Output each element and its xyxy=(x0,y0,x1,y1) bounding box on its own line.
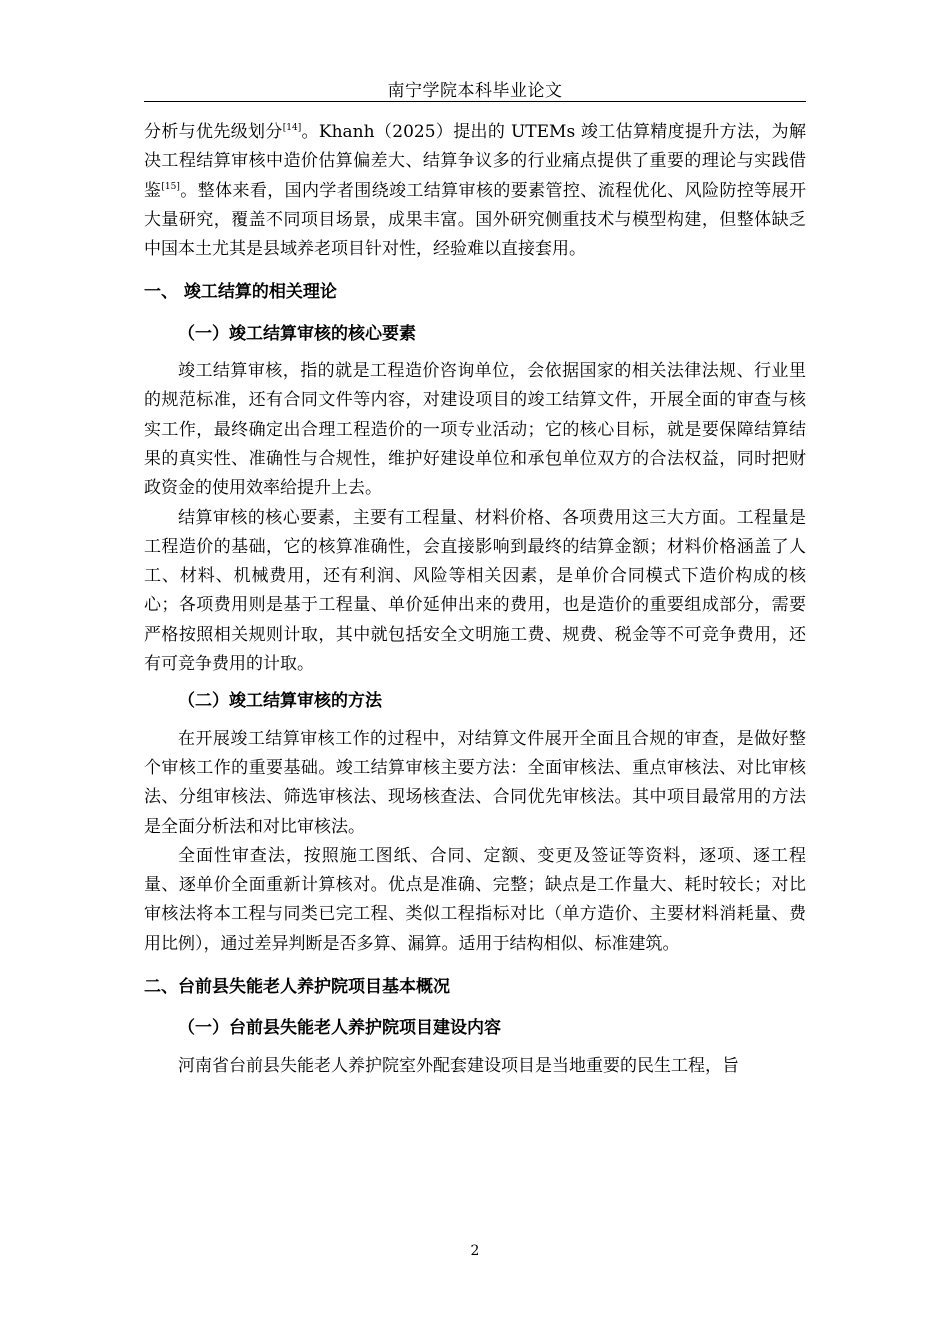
citation-ref: [14] xyxy=(282,123,302,133)
paragraph-core-elements: 结算审核的核心要素，主要有工程量、材料价格、各项费用这三大方面。工程量是工程造价的基础，它的核算准确性，会直接影响到最终的结算金额；材料价格涵盖了人工、材料、机械费用，还有利润、风险等相关因素，是单价合同模式下造价构成的核心；各项费用则是基于工程量、单价延伸出来的费用，也是造价的重要组成部分，需要严格按照相关规则计取，其中就包括安全文明施工费、规费、税金等不可竞争费用，还有可竞争费用的计取。 xyxy=(144,507,806,675)
page-number: 2 xyxy=(470,1243,480,1259)
subsection-heading-1-1: （一）竣工结算审核的核心要素 xyxy=(178,323,416,344)
subsection-heading-1-2: （二）竣工结算审核的方法 xyxy=(178,691,382,712)
paragraph-audit-methods: 在开展竣工结算审核工作的过程中，对结算文件展开全面且合规的审查，是做好整个审核工作的重要基础。竣工结算审核主要方法：全面审核法、重点审核法、对比审核法、分组审核法、筛选审核法、现场核查法、合同优先审核法。其中项目最常用的方法是全面分析法和对比审核法。 xyxy=(144,728,806,837)
running-header: 南宁学院本科毕业论文 xyxy=(387,81,563,101)
header-divider xyxy=(144,101,806,102)
paragraph-project-intro: 河南省台前县失能老人养护院室外配套建设项目是当地重要的民生工程，旨 xyxy=(178,1055,739,1076)
paragraph-method-details: 全面性审查法，按照施工图纸、合同、定额、变更及签证等资料，逐项、逐工程量、逐单价全面重新计算核对。优点是准确、完整；缺点是工作量大、耗时较长；对比审核法将本工程与同类已完工程、类似工程指标对比（单方造价、主要材料消耗量、费用比例），通过差异判断是否多算、漏算。适用于结构相似、标准建筑。 xyxy=(144,845,806,954)
paragraph-audit-definition: 竣工结算审核，指的就是工程造价咨询单位，会依据国家的相关法律法规、行业里的规范标准，还有合同文件等内容，对建设项目的竣工结算文件，开展全面的审查与核实工作，最终确定出合理工程造价的一项专业活动；它的核心目标，就是要保障结算结果的真实性、准确性与合规性，维护好建设单位和承包单位双方的合法权益，同时把财政资金的使用效率给提升上去。 xyxy=(144,361,806,499)
subsection-heading-2-1: （一）台前县失能老人养护院项目建设内容 xyxy=(178,1018,501,1039)
main-text xyxy=(144,118,806,1081)
section-heading-2: 二、台前县失能老人养护院项目基本概况 xyxy=(144,977,450,998)
paragraph-literature-summary xyxy=(144,118,806,264)
section-heading-1: 一、 竣工结算的相关理论 xyxy=(144,282,337,303)
paragraph-text: 分析与优先级划分 xyxy=(144,122,283,142)
citation-ref: [15] xyxy=(161,181,180,192)
paragraph-text: 。Khanh（2025）提出的 UTEMs 竣工估算精度提升方法，为解决工程结算审核中造价估算偏差大、结算争议多的行业痛点提供了重要的理论与实践借鉴 xyxy=(144,122,807,201)
paragraph-text: 。整体来看，国内学者围绕竣工结算审核的要素管控、流程优化、风险防控等展开大量研究，覆盖不同项目场景，成果丰富。国外研究侧重技术与模型构建，但整体缺乏中国本土尤其是县域养老项目针对性，经验难以直接套用。 xyxy=(144,180,807,260)
